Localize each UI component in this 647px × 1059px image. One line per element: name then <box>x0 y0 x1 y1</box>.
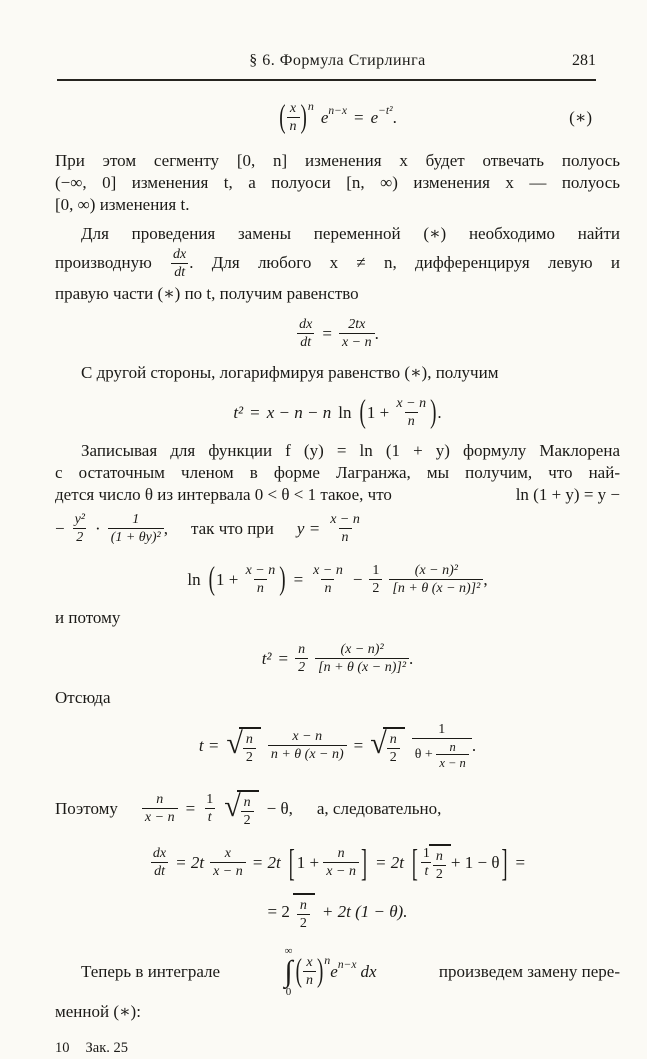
denominator: 2 <box>73 528 86 546</box>
numerator: x <box>224 846 232 861</box>
paragraph-otsyuda: Отсюда <box>55 688 111 707</box>
text-line: Записывая для функции f (y) = ln (1 + y) формулу Маклорена <box>81 441 620 460</box>
ln-symbol: ln <box>338 403 352 422</box>
right-paren: ) <box>316 952 324 990</box>
left-paren: ( <box>359 393 366 431</box>
power-term <box>278 98 314 136</box>
sqrt-term <box>224 790 258 829</box>
vinculum <box>429 844 451 883</box>
numerator: dx <box>299 317 313 332</box>
fraction-term <box>339 317 379 351</box>
bracket-term <box>410 844 510 883</box>
fraction <box>108 512 164 546</box>
fraction-term <box>412 722 476 770</box>
paragraph-2 <box>55 223 620 305</box>
printing-label: Зак. 25 <box>85 1040 128 1056</box>
fraction <box>243 732 256 766</box>
denominator: n <box>303 971 316 989</box>
fraction <box>412 722 472 770</box>
dx-symbol: dx <box>360 962 377 981</box>
e-symbol: e <box>370 108 379 127</box>
ln-symbol: ln <box>187 570 201 589</box>
denominator: t <box>421 862 431 880</box>
fraction <box>387 732 400 766</box>
numerator: x − n <box>313 563 343 578</box>
upper-limit: ∞ <box>284 945 293 957</box>
section-title: § 6. Формула Стирлинга <box>249 52 426 69</box>
period: . <box>374 324 379 343</box>
paragraph-5 <box>55 789 620 829</box>
minus-sign: − <box>352 570 363 589</box>
fraction-term <box>389 563 487 597</box>
equals-sign: = <box>250 403 260 422</box>
equals-sign: = <box>322 324 332 343</box>
paragraph-ipotomu: и потому <box>55 608 121 627</box>
left-paren: ( <box>295 952 302 990</box>
right-bracket: ] <box>360 842 367 884</box>
equation-t2 <box>55 392 620 434</box>
fraction <box>393 396 429 430</box>
denominator: n <box>339 528 352 546</box>
comma: , <box>163 519 168 538</box>
denominator: 2 <box>433 865 446 883</box>
equation-ln <box>55 557 620 603</box>
numerator: n <box>337 846 345 861</box>
denominator: 2 <box>295 658 308 676</box>
radical-icon: √ <box>226 727 243 760</box>
denominator: 2 <box>243 748 256 766</box>
left-bracket: [ <box>411 842 418 884</box>
denominator: n <box>287 117 300 135</box>
theta-plus: θ + <box>414 747 433 762</box>
text-line: с остаточным членом в форме Лагранжа, мы получим, что най- <box>55 463 620 482</box>
left-paren: ( <box>279 98 286 136</box>
equals-sign: = <box>293 570 304 589</box>
left-bracket: [ <box>288 842 295 884</box>
numerator: n <box>449 740 456 754</box>
e-symbol: e <box>330 962 338 981</box>
text-segment: производную <box>55 252 152 272</box>
paragraph-6-line2: менной (∗): <box>55 1002 141 1021</box>
numerator: 1 <box>372 563 380 578</box>
denominator: 2 <box>387 748 400 766</box>
numerator: 1 <box>422 846 430 861</box>
numerator: x − n <box>330 512 360 527</box>
tail-terms: + 2t (1 − θ). <box>321 902 408 921</box>
numerator: 1 <box>438 722 446 737</box>
sqrt-term <box>226 727 260 766</box>
denominator: 2 <box>297 914 310 932</box>
denominator: n <box>405 412 418 430</box>
lower-limit: 0 <box>285 986 292 998</box>
equation-t <box>55 717 620 775</box>
fraction <box>327 512 363 546</box>
fraction <box>339 317 375 351</box>
fraction <box>241 795 254 829</box>
paragraph-1 <box>55 150 620 216</box>
exp-term <box>371 107 397 129</box>
radical-icon: √ <box>224 790 241 823</box>
formula-line <box>55 511 620 547</box>
exponent: n <box>307 99 314 113</box>
text-line: правую части (∗) по t, получим равенство <box>55 284 359 303</box>
denominator: 2 <box>241 811 254 829</box>
paragraph-6-line1 <box>55 945 620 999</box>
fraction <box>210 846 246 880</box>
terms: x − n − n <box>266 403 332 422</box>
comma: , <box>483 570 488 589</box>
text-segment: так что при <box>191 519 274 538</box>
numerator: x − n <box>292 729 323 744</box>
paragraph-4 <box>55 440 620 547</box>
fraction <box>295 642 308 676</box>
fraction <box>170 247 189 281</box>
inner-terms: 1 + <box>296 853 320 872</box>
numerator: (x − n)² <box>414 563 458 578</box>
right-paren: ) <box>300 98 307 136</box>
minus-theta: − θ, <box>266 799 293 818</box>
text-line <box>55 247 620 281</box>
numerator: 1 <box>132 512 140 527</box>
equals-sign: = <box>515 853 526 872</box>
denominator: dt <box>171 263 188 281</box>
numerator: x <box>289 101 297 116</box>
right-bracket: ] <box>501 842 508 884</box>
equation-dx-line2 <box>55 891 620 933</box>
sqrt-term <box>297 893 315 932</box>
numerator: 1 <box>206 792 214 807</box>
radical-icon: √ <box>370 727 387 760</box>
equals-2: = 2 <box>267 902 290 921</box>
denominator: t <box>205 808 215 826</box>
exponent: n <box>324 953 331 967</box>
text-segment: дется число θ из интервала 0 < θ < 1 такое, что <box>55 485 392 504</box>
right-paren: ) <box>279 560 286 598</box>
text-line <box>55 484 620 506</box>
numerator: x <box>306 955 313 970</box>
bracket-term <box>287 842 369 884</box>
fraction-term <box>108 512 168 546</box>
numerator: x − n <box>396 396 427 411</box>
denominator: [n + θ (x − n)]² <box>315 658 409 676</box>
equals-sign: = <box>354 108 364 127</box>
paren-term <box>358 393 442 431</box>
equals-sign: = <box>353 736 364 755</box>
denominator: x − n <box>210 862 246 880</box>
numerator: y² <box>74 512 86 527</box>
numerator: n <box>299 897 307 913</box>
text-segment: произведем замену пере- <box>438 962 620 981</box>
tail-terms: + 1 − θ <box>450 853 500 872</box>
equation-t2b <box>55 637 620 681</box>
fraction <box>315 642 409 676</box>
left-paren: ( <box>208 560 215 598</box>
numerator: n <box>243 794 251 810</box>
exp-term <box>321 107 347 129</box>
fraction <box>296 317 315 351</box>
numerator: x − n <box>245 563 276 578</box>
signature-number: 10 <box>55 1040 70 1056</box>
cdot-sign: · <box>95 519 101 538</box>
numerator: dx <box>152 846 167 861</box>
inner-terms: 1 + <box>366 403 390 422</box>
lhs: t² <box>233 403 244 422</box>
fraction <box>433 849 446 883</box>
text-segment: Теперь в интеграле <box>81 962 221 981</box>
page-header <box>55 50 620 72</box>
numerator: n <box>156 792 164 807</box>
inline-fraction <box>170 247 189 281</box>
denominator <box>412 738 472 770</box>
equals-sign: = <box>185 799 196 818</box>
vinculum <box>293 893 315 932</box>
period: . <box>409 649 414 668</box>
period: . <box>392 108 397 127</box>
numerator: n <box>298 642 306 657</box>
right-paren: ) <box>430 393 437 431</box>
numerator: n <box>435 848 443 864</box>
fraction <box>150 846 169 880</box>
minus-sign: − <box>55 519 65 538</box>
fraction <box>268 729 347 763</box>
denominator: x − n <box>323 862 359 880</box>
denominator: x − n <box>339 333 375 351</box>
fraction <box>203 792 216 826</box>
equals-2t: = 2t <box>251 853 281 872</box>
denominator: 2 <box>369 579 382 597</box>
text-line: [0, ∞) изменения t. <box>55 195 190 214</box>
equation-tag: (∗) <box>569 108 592 127</box>
page-number: 281 <box>572 52 596 69</box>
fraction <box>310 563 346 597</box>
denominator: dt <box>297 333 314 351</box>
equation-dx-line1 <box>55 839 620 887</box>
numerator: n <box>245 731 253 747</box>
fraction <box>369 563 382 597</box>
fraction <box>323 846 359 880</box>
denominator: x − n <box>142 808 178 826</box>
inner-terms: 1 + <box>215 570 239 589</box>
fraction <box>142 792 178 826</box>
lhs: t = <box>198 736 220 755</box>
denominator: n <box>321 579 334 597</box>
text-line: Для проведения замены переменной (∗) необходимо найти <box>81 224 620 243</box>
fraction <box>243 563 279 597</box>
denominator: x − n <box>436 754 468 770</box>
paragraph-3: С другой стороны, логарифмируя равенство (∗), получим <box>81 363 499 382</box>
header-rule <box>57 79 596 81</box>
numerator: n <box>389 731 397 747</box>
paren-term <box>208 560 287 598</box>
formula-segment: ln (1 + y) = y − <box>515 485 620 504</box>
fraction <box>287 101 300 135</box>
e-symbol: e <box>320 108 329 127</box>
integral-expression <box>282 946 376 998</box>
exponent: −t² <box>378 105 393 117</box>
denominator: (1 + θy)² <box>108 528 164 546</box>
denominator: [n + θ (x − n)]² <box>389 579 483 597</box>
period: . <box>437 403 442 422</box>
fraction <box>72 512 88 546</box>
lhs: t² <box>261 649 272 668</box>
integral-icon: ∫ <box>284 955 293 988</box>
text-line: (−∞, 0] изменения t, а полуоси [n, ∞) изменения x — полуось <box>55 173 620 192</box>
denominator: dt <box>151 862 168 880</box>
text-segment: . Для любого x ≠ n, дифференцируя левую и <box>189 252 620 272</box>
numerator: 2tx <box>348 317 366 332</box>
fraction <box>389 563 483 597</box>
page-footer <box>55 1037 620 1059</box>
numerator: (x − n)² <box>340 642 384 657</box>
denominator: n <box>254 579 267 597</box>
fraction <box>436 740 468 770</box>
text-line: При этом сегменту [0, n] изменения x будет отвечать полуось <box>55 151 620 170</box>
exponent: n−x <box>337 959 357 971</box>
equals-2t: = 2t <box>175 853 205 872</box>
exponent: n−x <box>328 105 348 117</box>
denominator-expression <box>415 740 469 770</box>
fraction-term <box>315 642 413 676</box>
y-equals: y = <box>296 519 321 538</box>
sqrt-term <box>370 727 404 766</box>
equation-dxdt <box>55 314 620 354</box>
period: . <box>471 736 477 755</box>
equation-star <box>55 96 620 140</box>
text-segment: а, следовательно, <box>316 799 442 818</box>
integral-sign <box>284 946 292 998</box>
equals-2t: = 2t <box>374 853 404 872</box>
denominator: n + θ (x − n) <box>268 745 347 763</box>
fraction <box>303 955 316 989</box>
fraction <box>297 898 310 932</box>
equals-sign: = <box>278 649 289 668</box>
numerator: dx <box>173 247 187 262</box>
text-segment: Поэтому <box>55 799 118 818</box>
